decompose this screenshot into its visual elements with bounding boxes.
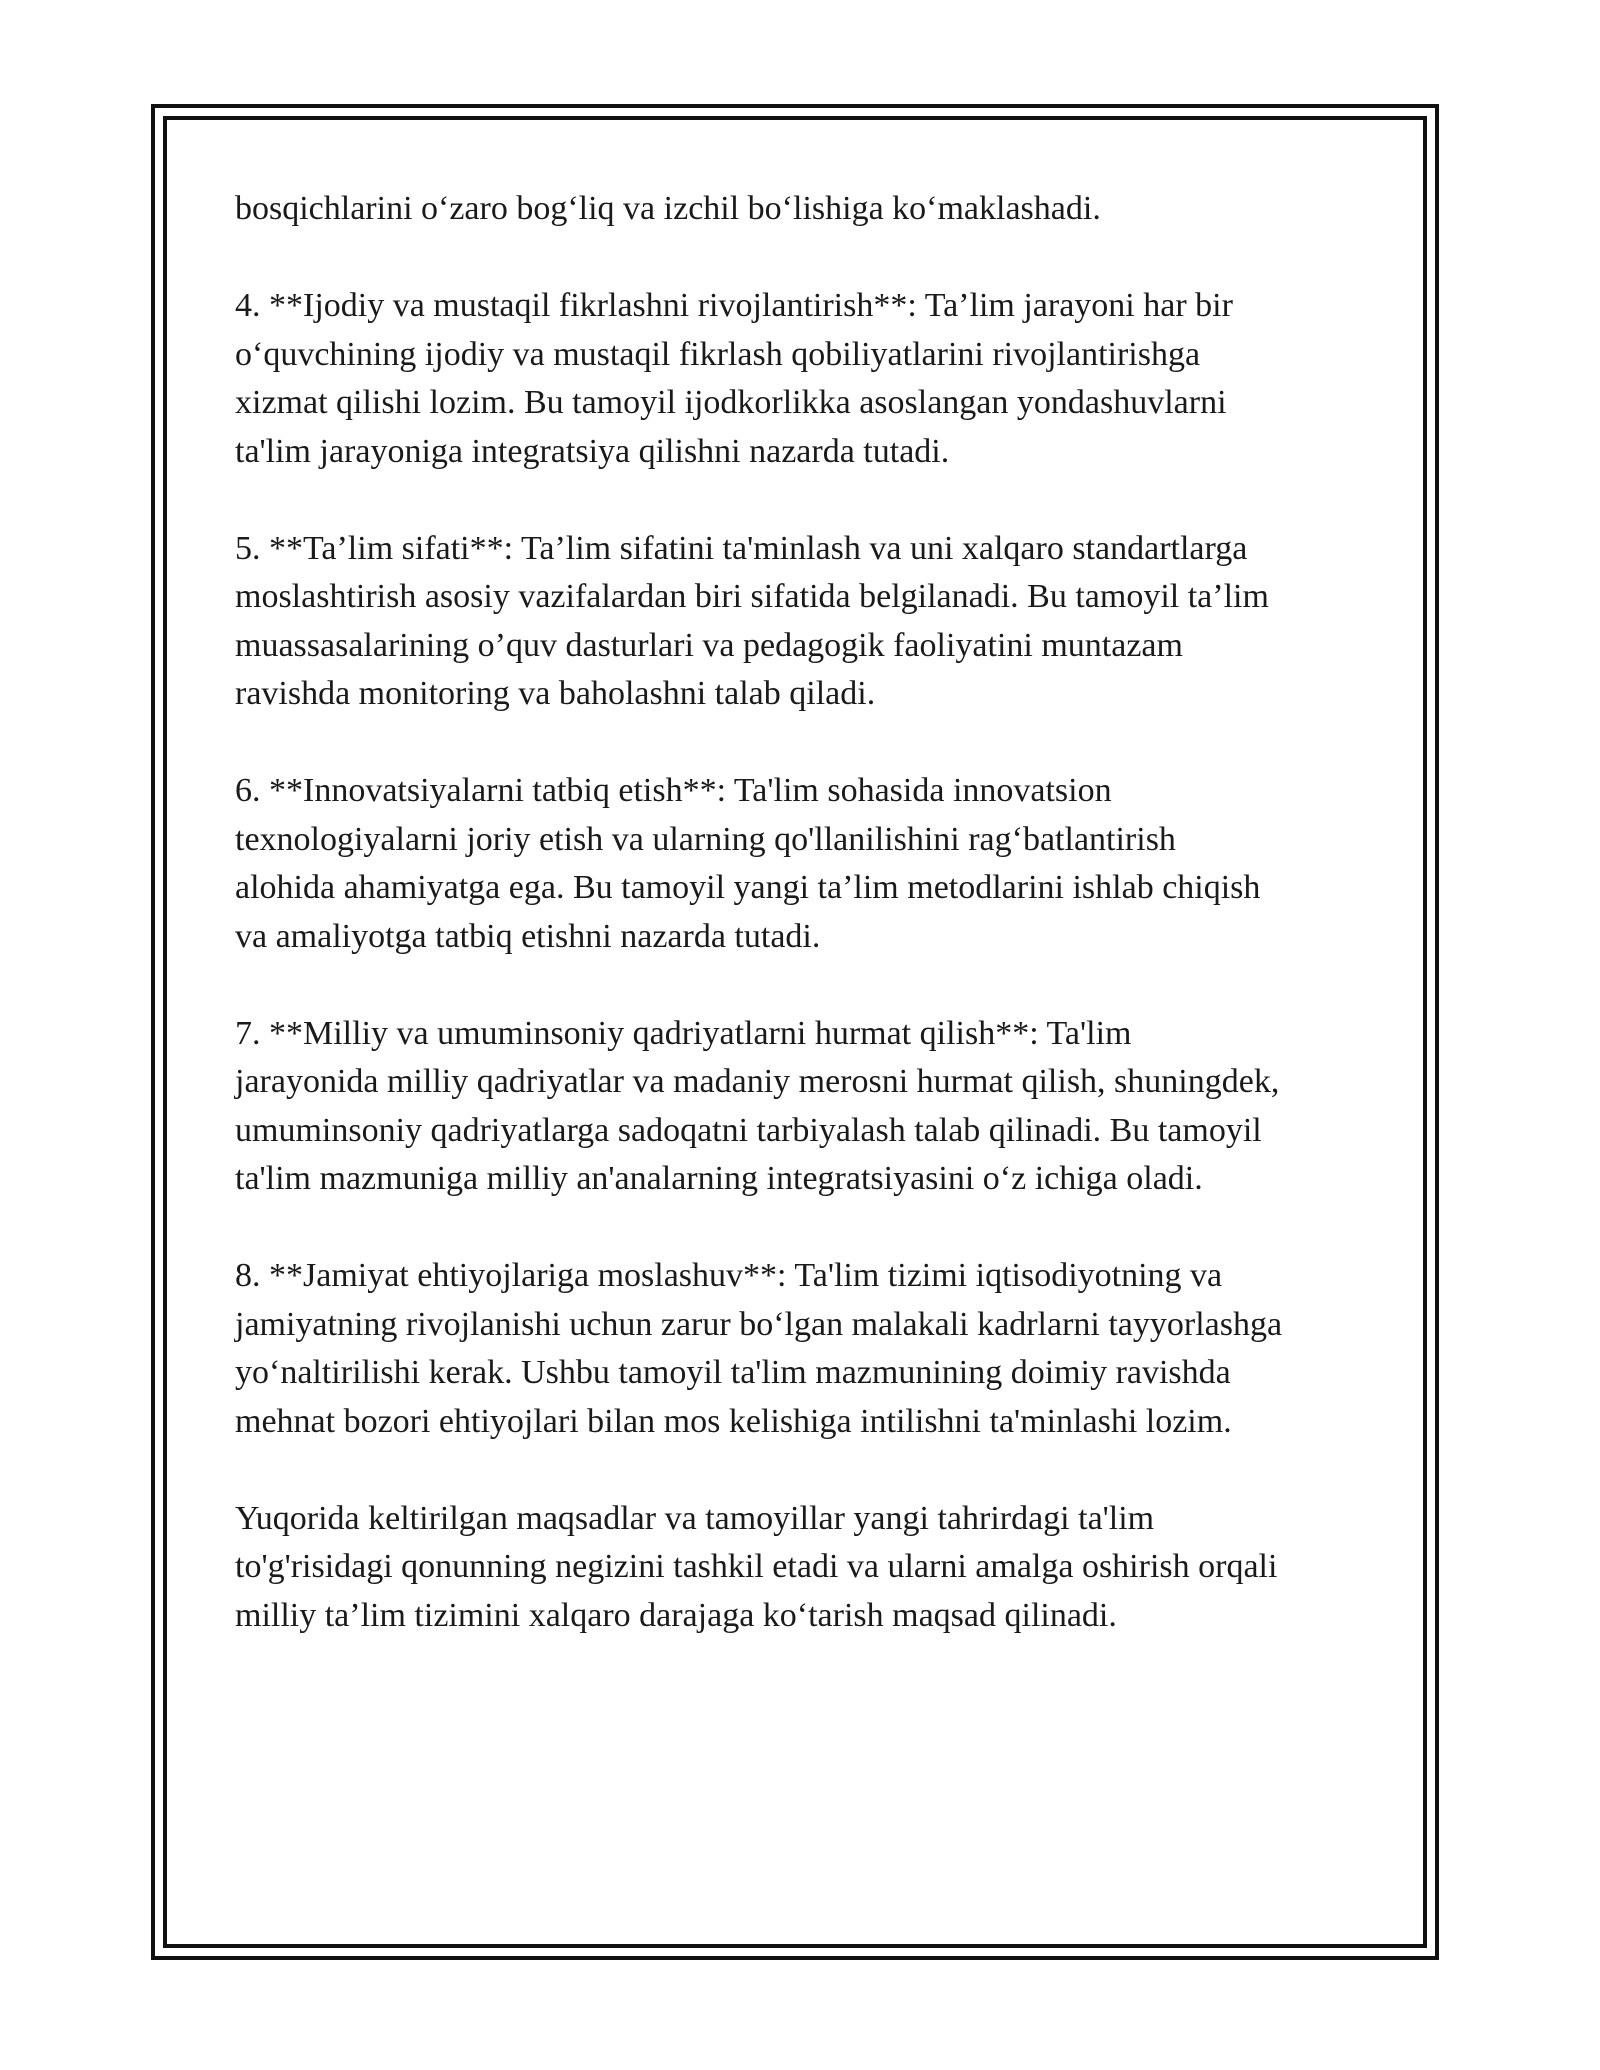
paragraph-item-5: 5. **Ta’lim sifati**: Ta’lim sifatini ta'minlash va uni xalqaro standartlarga moslashtirish asosiy vazifalardan biri sifatida belgilanadi. Bu tamoyil ta’lim muassasalarining o’quv dasturlari va pedagogik faoliyatini muntazam ravishda monitoring va baholashni talab qiladi. [235, 529, 1269, 712]
paragraph-conclusion: Yuqorida keltirilgan maqsadlar va tamoyillar yangi tahrirdagi ta'lim to'g'risidagi qonunning negizini tashkil etadi va ularni amalga oshirish orqali milliy ta’lim tizimini xalqaro darajaga ko‘tarish maqsad qilinadi. [235, 1499, 1278, 1634]
paragraph-item-4: 4. **Ijodiy va mustaqil fikrlashni rivojlantirish**: Ta’lim jarayoni har bir o‘quvchining ijodiy va mustaqil fikrlash qobiliyatlarini rivojlantirishga xizmat qilishi lozim. Bu tamoyil ijodkorlikka asoslangan yondashuvlarni ta'lim jarayoniga integratsiya qilishni nazarda tutadi. [235, 287, 1233, 470]
paragraph-continuation: bosqichlarini o‘zaro bog‘liq va izchil bo‘lishiga ko‘maklashadi. [235, 190, 1101, 227]
document-body [235, 185, 1375, 1689]
paragraph-item-7: 7. **Milliy va umuminsoniy qadriyatlarni hurmat qilish**: Ta'lim jarayonida milliy qadriyatlar va madaniy merosni hurmat qilish, shuningdek, umuminsoniy qadriyatlarga sadoqatni tarbiyalash talab qilinadi. Bu tamoyil ta'lim mazmuniga milliy an'analarning integratsiyasini o‘z ichiga oladi. [235, 1014, 1280, 1197]
paragraph-item-6: 6. **Innovatsiyalarni tatbiq etish**: Ta'lim sohasida innovatsion texnologiyalarni joriy etish va ularning qo'llanilishini rag‘batlantirish alohida ahamiyatga ega. Bu tamoyil yangi ta’lim metodlarini ishlab chiqish va amaliyotga tatbiq etishni nazarda tutadi. [235, 772, 1261, 955]
paragraph-item-8: 8. **Jamiyat ehtiyojlariga moslashuv**: Ta'lim tizimi iqtisodiyotning va jamiyatning rivojlanishi uchun zarur bo‘lgan malakali kadrlarni tayyorlashga yo‘naltirilishi kerak. Ushbu tamoyil ta'lim mazmunining doimiy ravishda mehnat bozori ehtiyojlari bilan mos kelishiga intilishni ta'minlashi lozim. [235, 1257, 1283, 1440]
